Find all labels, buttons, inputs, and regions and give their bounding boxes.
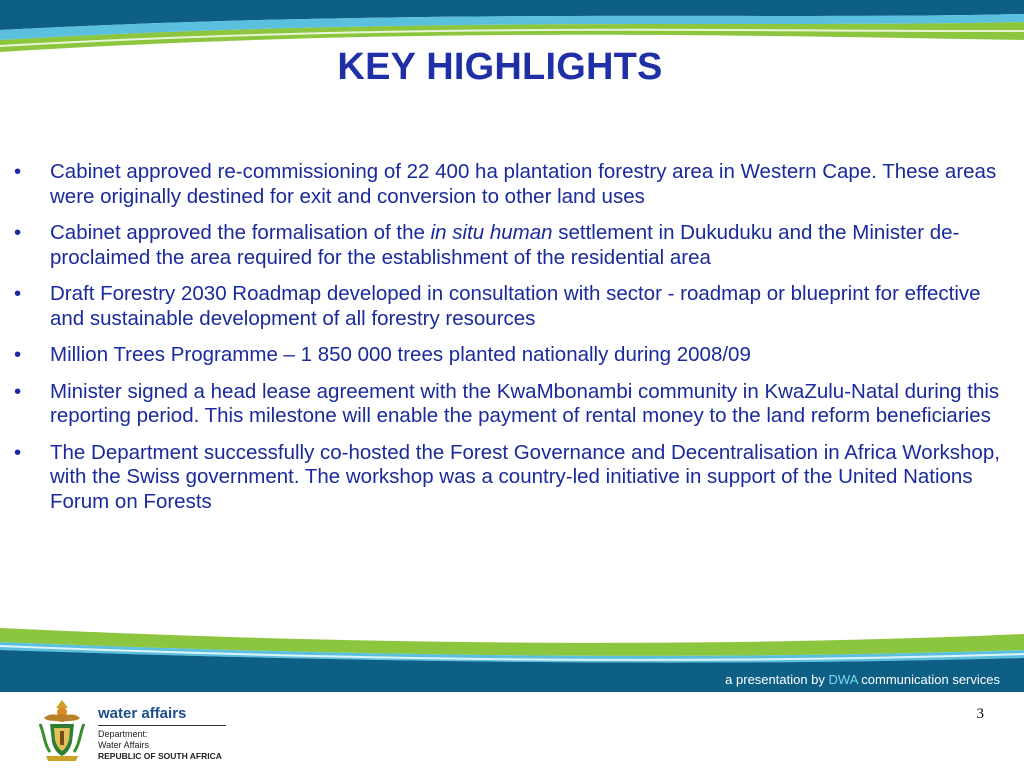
bullet-icon: • — [14, 440, 22, 464]
list-item — [0, 282, 1000, 331]
department-logo — [36, 698, 236, 762]
list-item — [0, 221, 1000, 270]
list-item — [0, 380, 1000, 429]
bullet-icon: • — [14, 221, 22, 244]
bullet-icon: • — [14, 343, 22, 366]
bullet-icon: • — [14, 379, 22, 403]
bullet-text: The Department successfully co-hosted the Forest Governance and Decentralisation in Africa Workshop, with the Swiss government. The workshop was a country-led initiative in support of the United Nations Forum on Forests — [50, 440, 1000, 513]
bullet-icon: • — [14, 160, 22, 183]
logo-text-block — [98, 706, 238, 762]
bullet-text: Minister signed a head lease agreement with the KwaMbonambi community in KwaZulu-Natal during this reporting period. This milestone will enable the payment of rental money to the land reform beneficiaries — [50, 379, 1000, 427]
bullet-text: Cabinet approved re-commissioning of 22 400 ha plantation forestry area in Western Cape. These areas were originally destined for exit and conversion to other land uses — [50, 160, 997, 208]
bullet-text: Draft Forestry 2030 Roadmap developed in consultation with sector - roadmap or blueprint for effective and sustainable development of all forestry resources — [50, 282, 981, 330]
list-item — [0, 343, 1000, 368]
slide-title: KEY HIGHLIGHTS — [337, 46, 663, 88]
logo-department-name: Water Affairs — [98, 740, 150, 750]
page-number: 3 — [976, 706, 984, 722]
list-item — [0, 160, 1000, 209]
bullet-text: Million Trees Programme – 1 850 000 trees planted nationally during 2008/09 — [50, 343, 751, 366]
bullet-icon: • — [14, 282, 22, 305]
logo-title: water affairs — [98, 706, 226, 726]
list-item — [0, 441, 1000, 515]
coat-of-arms-icon — [36, 698, 88, 762]
highlights-list — [0, 160, 1000, 526]
logo-department-label: Department: — [98, 729, 148, 739]
bullet-text: Cabinet approved the formalisation of the in situ human settlement in Dukuduku and the Minister de-proclaimed the area required for the establishment of the residential area — [50, 221, 960, 269]
logo-country: REPUBLIC OF SOUTH AFRICA — [98, 751, 222, 761]
presentation-credit: a presentation by DWA communication services — [725, 672, 1000, 687]
